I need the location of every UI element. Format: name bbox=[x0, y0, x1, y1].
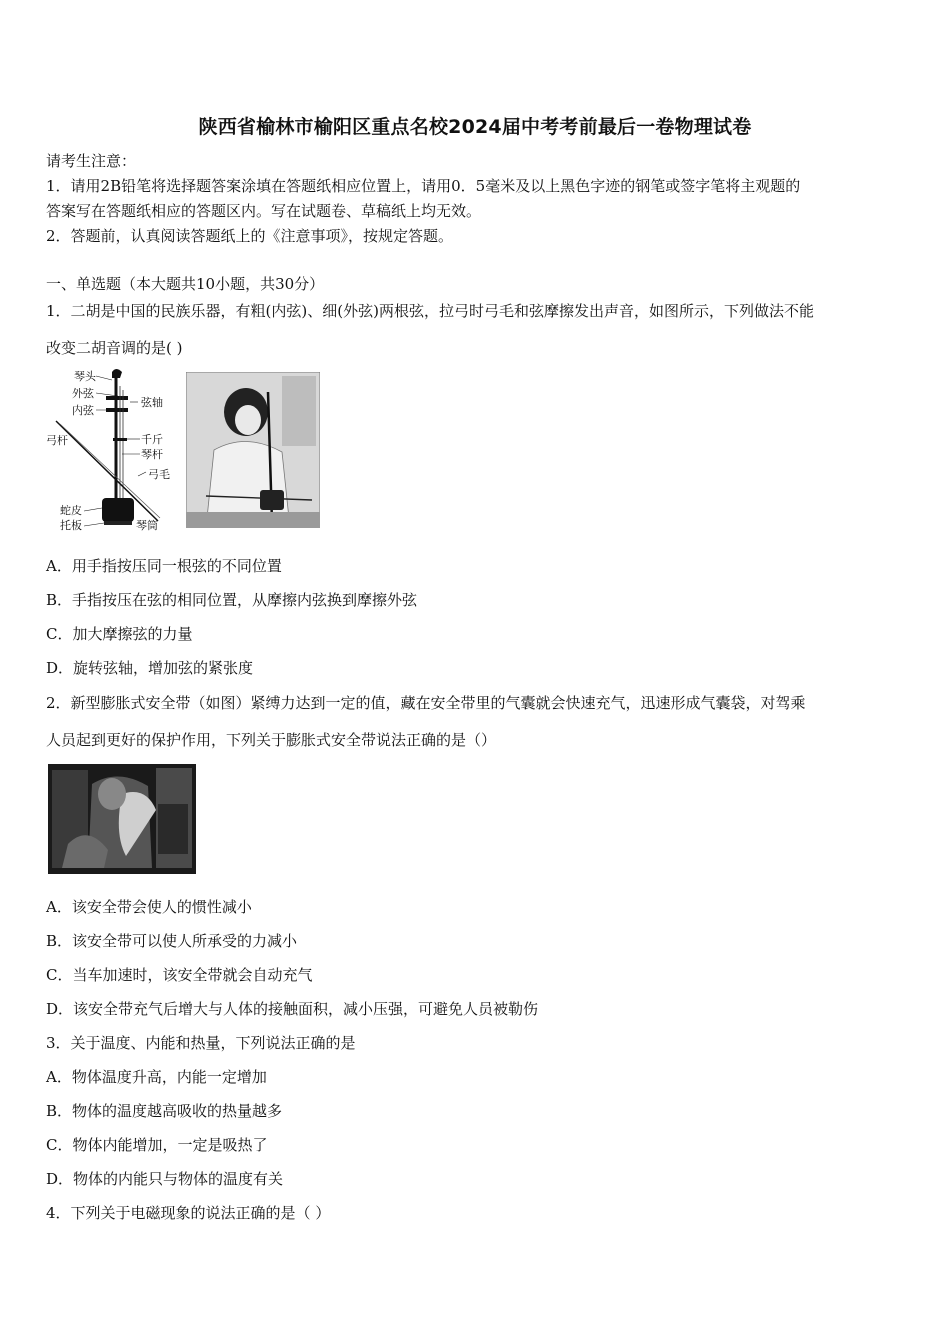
label-qintou: 琴头 bbox=[74, 370, 96, 383]
label-gongmao: 弓毛 bbox=[148, 468, 170, 481]
label-qintong: 琴筒 bbox=[136, 519, 158, 532]
question-3-option-c: C．物体内能增加，一定是吸热了 bbox=[46, 1136, 268, 1154]
question-2-option-d: D．该安全带充气后增大与人体的接触面积，减小压强，可避免人员被勒伤 bbox=[46, 1000, 539, 1018]
question-3-option-d: D．物体的内能只与物体的温度有关 bbox=[46, 1170, 284, 1188]
question-4-stem: 4．下列关于电磁现象的说法正确的是（ ） bbox=[46, 1204, 331, 1222]
question-1-stem-line-2: 改变二胡音调的是( ) bbox=[46, 339, 183, 357]
seatbelt-photo bbox=[48, 764, 196, 874]
notice-item-2: 2．答题前，认真阅读答题纸上的《注意事项》，按规定答题。 bbox=[46, 227, 454, 245]
question-1-option-a: A．用手指按压同一根弦的不同位置 bbox=[46, 557, 282, 575]
question-3-stem: 3．关于温度、内能和热量，下列说法正确的是 bbox=[46, 1034, 356, 1052]
label-gonggan: 弓杆 bbox=[46, 434, 68, 447]
section-heading: 一、单选题（本大题共10小题，共30分） bbox=[46, 275, 325, 293]
question-1-option-c: C．加大摩擦弦的力量 bbox=[46, 625, 193, 643]
label-waixian: 外弦 bbox=[72, 387, 94, 400]
question-2-option-b: B．该安全带可以使人所承受的力减小 bbox=[46, 932, 298, 950]
notice-item-1-line-1: 1．请用2B铅笔将选择题答案涂填在答题纸相应位置上，请用0．5毫米及以上黑色字迹的钢笔或签字笔将主观题的 bbox=[46, 177, 801, 195]
question-1-option-b: B．手指按压在弦的相同位置，从摩擦内弦换到摩擦外弦 bbox=[46, 591, 418, 609]
erhu-player-photo bbox=[186, 372, 320, 528]
label-qianjin: 千斤 bbox=[141, 433, 163, 446]
label-tuoban: 托板 bbox=[60, 519, 82, 532]
notice-heading: 请考生注意： bbox=[46, 152, 137, 170]
question-3-option-b: B．物体的温度越高吸收的热量越多 bbox=[46, 1102, 283, 1120]
question-2-stem-line-2: 人员起到更好的保护作用，下列关于膨胀式安全带说法正确的是（） bbox=[46, 731, 497, 749]
page-title: 陕西省榆林市榆阳区重点名校2024届中考考前最后一卷物理试卷 bbox=[198, 116, 752, 138]
question-2-option-c: C．当车加速时，该安全带就会自动充气 bbox=[46, 966, 313, 984]
label-neixian: 内弦 bbox=[72, 404, 94, 417]
label-qingan: 琴杆 bbox=[141, 448, 163, 461]
question-2-stem-line-1: 2．新型膨胀式安全带（如图）紧缚力达到一定的值，藏在安全带里的气囊就会快速充气，迅速形成气囊袋，对驾乘 bbox=[46, 694, 806, 712]
erhu-diagram bbox=[46, 366, 176, 534]
question-1-stem-line-1: 1．二胡是中国的民族乐器，有粗(内弦)、细(外弦)两根弦，拉弓时弓毛和弦摩擦发出声音，如图所示，下列做法不能 bbox=[46, 302, 814, 320]
label-shepi: 蛇皮 bbox=[60, 504, 82, 517]
question-2-option-a: A．该安全带会使人的惯性减小 bbox=[46, 898, 252, 916]
question-1-option-d: D．旋转弦轴，增加弦的紧张度 bbox=[46, 659, 254, 677]
notice-item-1-line-2: 答案写在答题纸相应的答题区内。写在试题卷、草稿纸上均无效。 bbox=[46, 202, 482, 220]
label-xianzhou: 弦轴 bbox=[141, 396, 163, 409]
question-3-option-a: A．物体温度升高，内能一定增加 bbox=[46, 1068, 267, 1086]
